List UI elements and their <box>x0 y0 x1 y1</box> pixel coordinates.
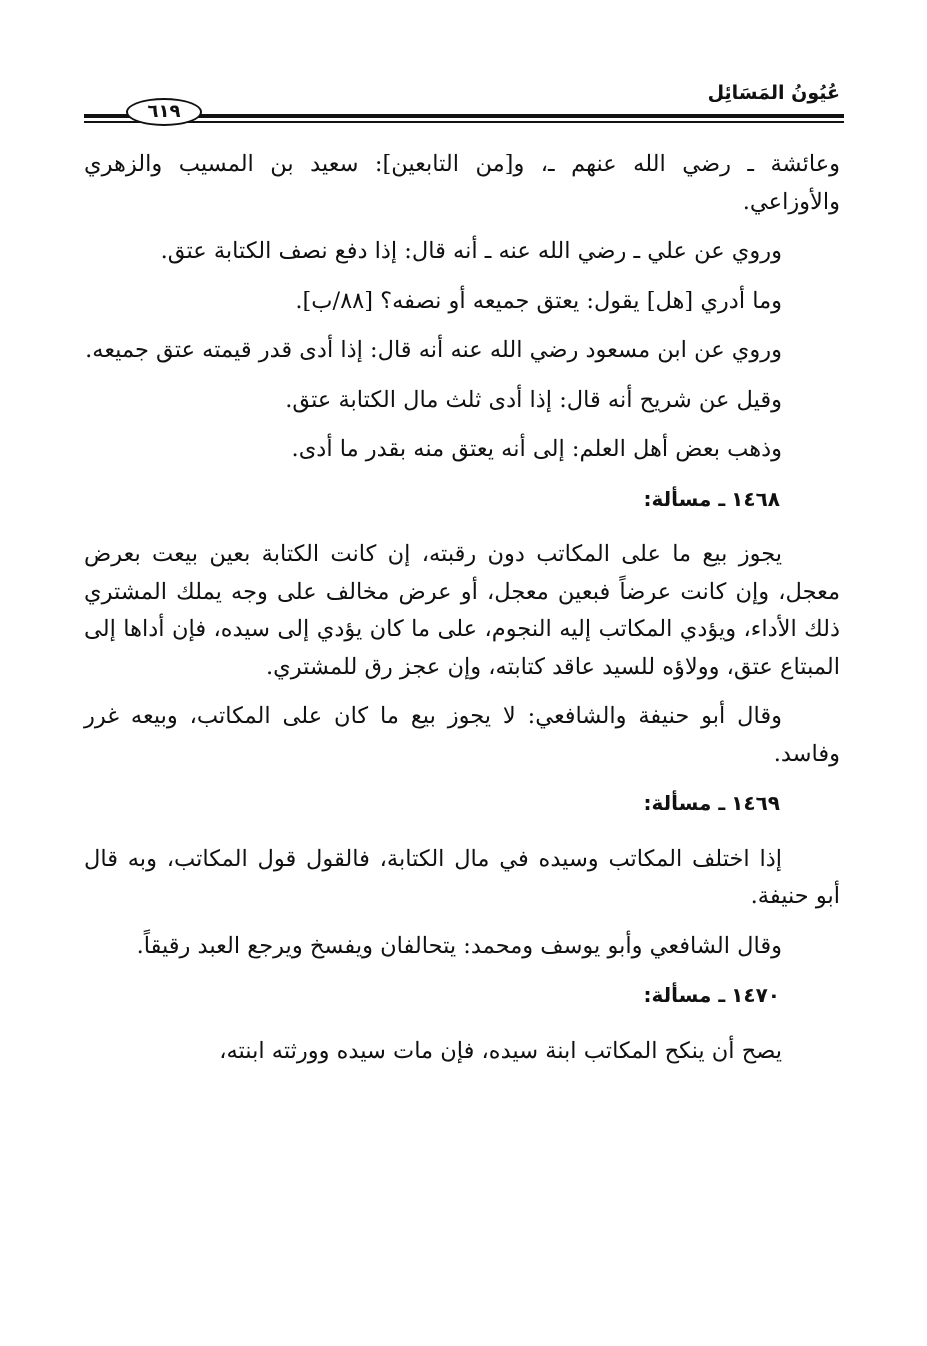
page-header <box>84 70 844 134</box>
paragraph: وروي عن علي ـ رضي الله عنه ـ أنه قال: إذا دفع نصف الكتابة عتق. <box>160 238 782 264</box>
section-heading <box>84 977 840 1015</box>
paragraph: إذا اختلف المكاتب وسيده في مال الكتابة، فالقول قول المكاتب، وبه قال أبو حنيفة. <box>84 845 840 909</box>
paragraph: وقال أبو حنيفة والشافعي: لا يجوز بيع ما كان على المكاتب، وبيعه غرر وفاسد. <box>84 703 840 767</box>
paragraph: وما أدري [هل] يقول: يعتق جميعه أو نصفه؟ [٨٨/ب]. <box>295 287 782 314</box>
section-number: ١٤٦٨ <box>731 486 780 511</box>
section-label: ـ مسألة: <box>643 791 726 815</box>
paragraph: وقال الشافعي وأبو يوسف ومحمد: يتحالفان ويفسخ ويرجع العبد رقيقاً. <box>136 932 782 959</box>
paragraph: يجوز بيع ما على المكاتب دون رقبته، إن كانت الكتابة بعين بيعت بعرض معجل، وإن كانت عرضاً فبعين معجل، أو عرض مخالف على وجه يملك المشتري ذلك الأداء، ويؤدي المكاتب إليه النجوم، على ما كان يؤدي إلى سيده، فإن أداها إلى المبتاع عتق، وولاؤه للسيد عاقد كتابته، وإن عجز رق للمشتري. <box>84 541 840 680</box>
paragraph: وعائشة ـ رضي الله عنهم ـ، و[من التابعين]: سعيد بن المسيب والزهري والأوزاعي. <box>84 151 840 215</box>
section-heading <box>84 785 840 823</box>
header-rule-thin <box>84 121 844 123</box>
page-body <box>84 146 840 1082</box>
section-number: ١٤٧٠ <box>731 983 780 1007</box>
section-label: ـ مسألة: <box>643 983 726 1007</box>
paragraph: وقيل عن شريح أنه قال: إذا أدى ثلث مال الكتابة عتق. <box>285 386 782 413</box>
page-number: ٦١٩ <box>126 98 202 126</box>
section-heading <box>84 481 840 519</box>
section-number: ١٤٦٩ <box>731 791 780 815</box>
paragraph: وروي عن ابن مسعود رضي الله عنه أنه قال: إذا أدى قدر قيمته عتق جميعه. <box>85 337 782 363</box>
paragraph: وذهب بعض أهل العلم: إلى أنه يعتق منه بقدر ما أدى. <box>291 436 782 462</box>
section-label: ـ مسألة: <box>643 486 726 511</box>
book-title: عُيُونُ المَسَائِل <box>707 82 840 104</box>
paragraph: يصح أن ينكح المكاتب ابنة سيده، فإن مات سيده وورثته ابنته، <box>219 1037 782 1064</box>
